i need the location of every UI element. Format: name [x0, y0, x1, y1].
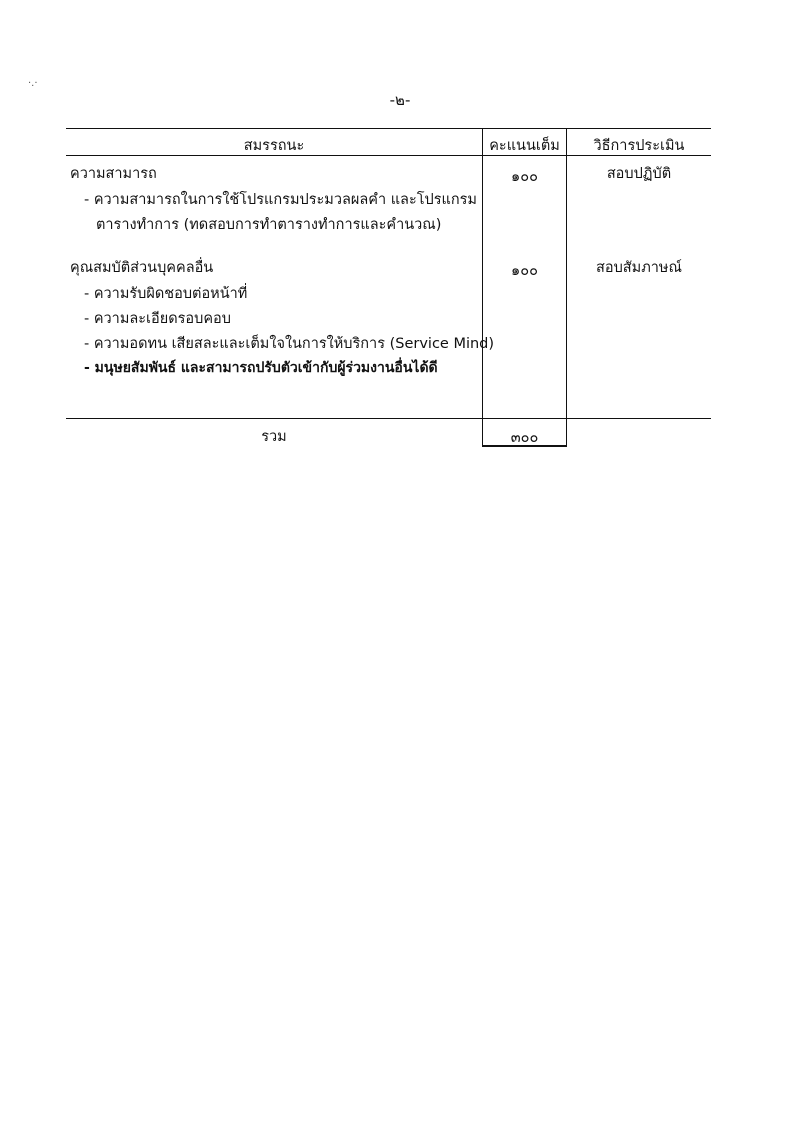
header-full-score: คะแนนเต็ม	[489, 138, 560, 154]
total-score: ๓๐๐	[510, 430, 539, 446]
table-total-border	[66, 418, 711, 419]
list-item: - มนุษยสัมพันธ์ และสามารถปรับตัวเข้ากับผู้ร่วมงานอื่นได้ดี	[84, 360, 438, 376]
section-method-personal-qualities: สอบสัมภาษณ์	[596, 260, 682, 276]
total-label: รวม	[261, 429, 287, 445]
section-score-ability: ๑๐๐	[511, 169, 538, 185]
scan-speck: ·.·	[28, 78, 38, 89]
list-item: - ความละเอียดรอบคอบ	[84, 311, 231, 327]
list-item: - ความรับผิดชอบต่อหน้าที่	[84, 286, 248, 302]
header-competency: สมรรถนะ	[243, 138, 305, 154]
section-title-personal-qualities: คุณสมบัติส่วนบุคคลอื่น	[70, 260, 214, 276]
section-score-personal-qualities: ๑๐๐	[511, 263, 538, 279]
page-number: -๒-	[389, 91, 411, 109]
header-method: วิธีการประเมิน	[593, 138, 685, 154]
section-title-ability: ความสามารถ	[70, 166, 157, 182]
section-method-ability: สอบปฏิบัติ	[606, 166, 672, 182]
table-top-border	[66, 128, 711, 129]
list-item: ตารางทำการ (ทดสอบการทำตารางทำการและคำนวณ)	[96, 217, 442, 233]
list-item: - ความสามารถในการใช้โปรแกรมประมวลผลคำ และโปรแกรม	[84, 192, 477, 208]
list-item: - ความอดทน เสียสละและเต็มใจในการให้บริการ (Service Mind)	[84, 336, 495, 352]
